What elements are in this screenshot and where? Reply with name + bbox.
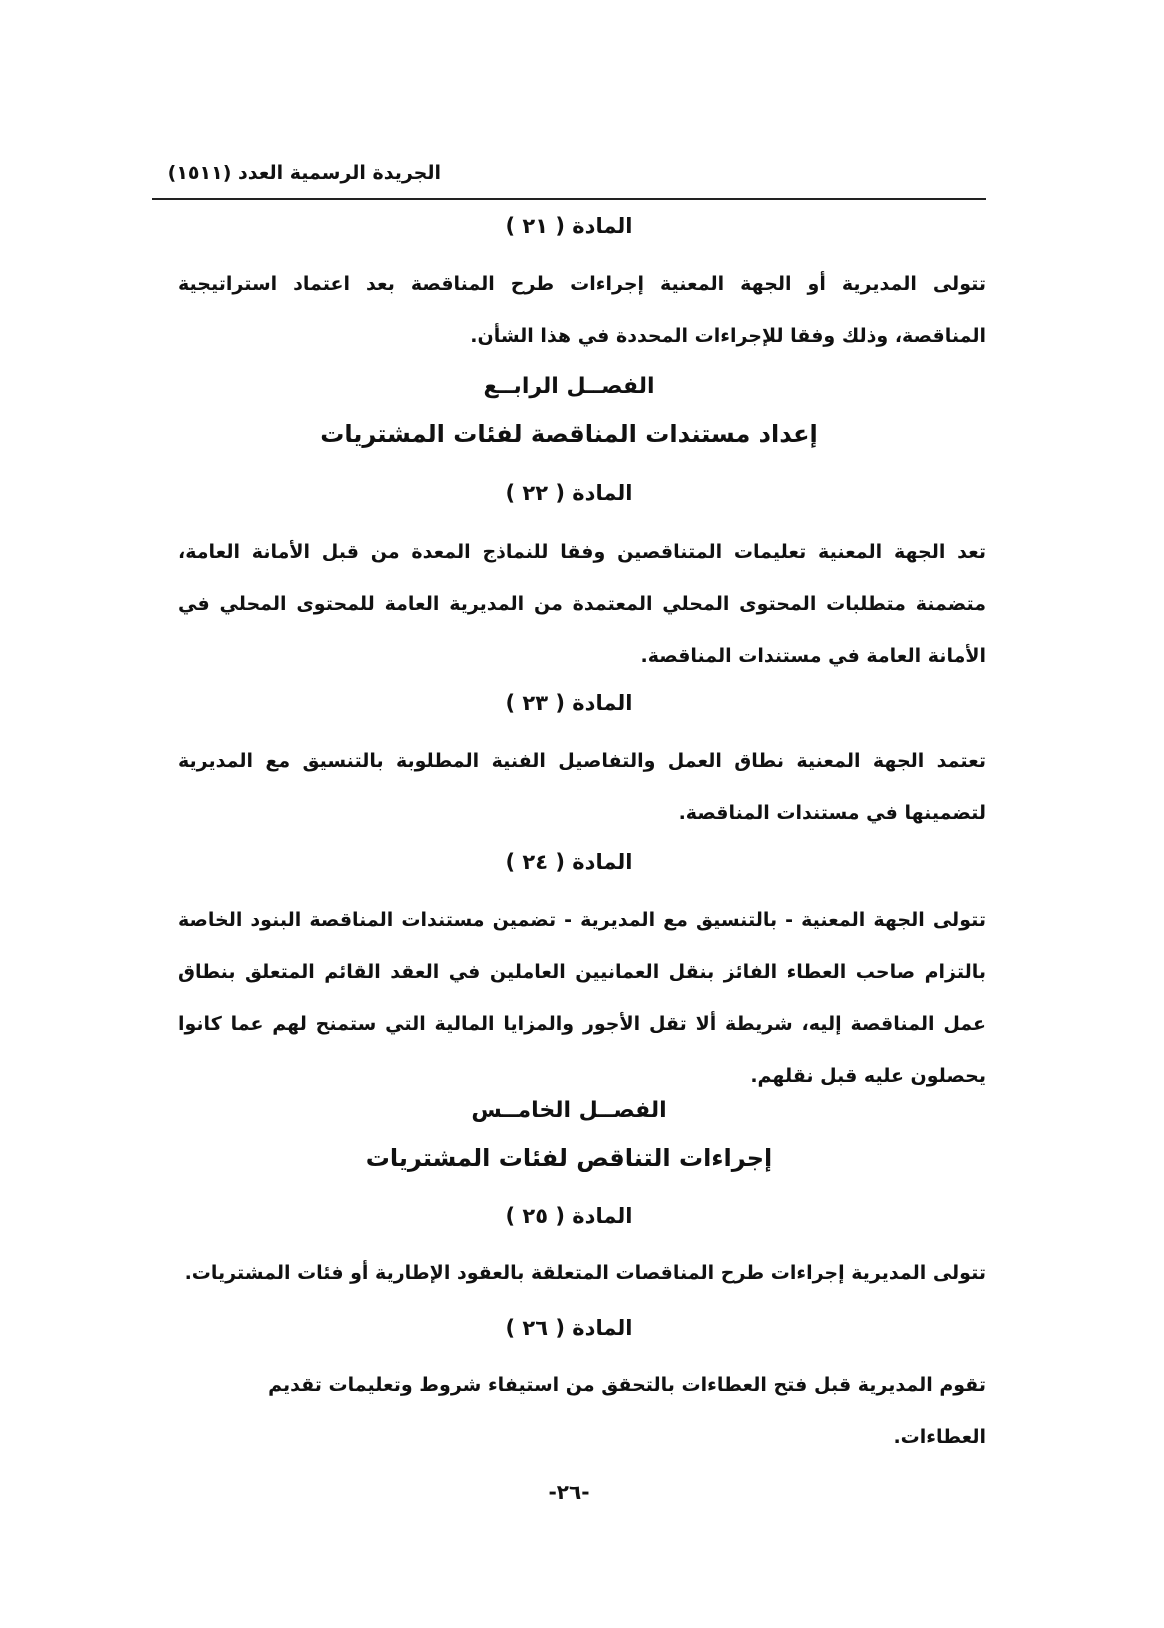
article-25-title: المادة ( ٢٥ ) <box>505 1204 633 1228</box>
gazette-header-title: الجريدة الرسمية العدد (١٥١١) <box>167 162 441 184</box>
article-26-text: تقوم المديرية قبل فتح العطاءات بالتحقق من استيفاء شروط وتعليمات تقديم العطاءات. <box>268 1374 986 1448</box>
article-23-text: تعتمد الجهة المعنية نطاق العمل والتفاصيل الفنية المطلوبة بالتنسيق مع المديرية لتضمينها في مستندات المناقصة. <box>178 750 986 824</box>
article-25-text: تتولى المديرية إجراءات طرح المناقصات المتعلقة بالعقود الإطارية أو فئات المشتريات. <box>184 1262 986 1284</box>
page-number: -٢٦- <box>548 1480 590 1504</box>
article-22-title: المادة ( ٢٢ ) <box>505 481 633 505</box>
page-header <box>152 162 986 200</box>
chapter-5-subtitle: إجراءات التناقص لفئات المشتريات <box>365 1144 773 1172</box>
chapter-5-title: الفصــل الخامــس <box>471 1098 667 1123</box>
article-24-title: المادة ( ٢٤ ) <box>505 850 633 874</box>
chapter-4-title: الفصــل الرابــع <box>483 374 655 399</box>
article-21-title: المادة ( ٢١ ) <box>505 214 633 238</box>
chapter-4-subtitle: إعداد مستندات المناقصة لفئات المشتريات <box>320 420 818 448</box>
article-22-text: تعد الجهة المعنية تعليمات المتناقصين وفقا للنماذج المعدة من قبل الأمانة العامة، متضمنة متطلبات المحتوى المحلي المعتمدة من المديرية العامة للمحتوى المحلي في الأمانة العامة في مستندات المناقصة. <box>178 541 986 667</box>
article-26-title: المادة ( ٢٦ ) <box>505 1316 633 1340</box>
article-24-text: تتولى الجهة المعنية - بالتنسيق مع المديرية - تضمين مستندات المناقصة البنود الخاصة بالتزام صاحب العطاء الفائز بنقل العمانيين العاملين في العقد القائم المتعلق بنطاق عمل المناقصة إليه، شريطة ألا تقل الأجور والمزايا المالية التي ستمنح لهم عما كانوا يحصلون عليه قبل نقلهم. <box>178 909 986 1087</box>
article-23-title: المادة ( ٢٣ ) <box>505 691 633 715</box>
article-21-text: تتولى المديرية أو الجهة المعنية إجراءات طرح المناقصة بعد اعتماد استراتيجية المناقصة، وذلك وفقا للإجراءات المحددة في هذا الشأن. <box>178 273 986 347</box>
